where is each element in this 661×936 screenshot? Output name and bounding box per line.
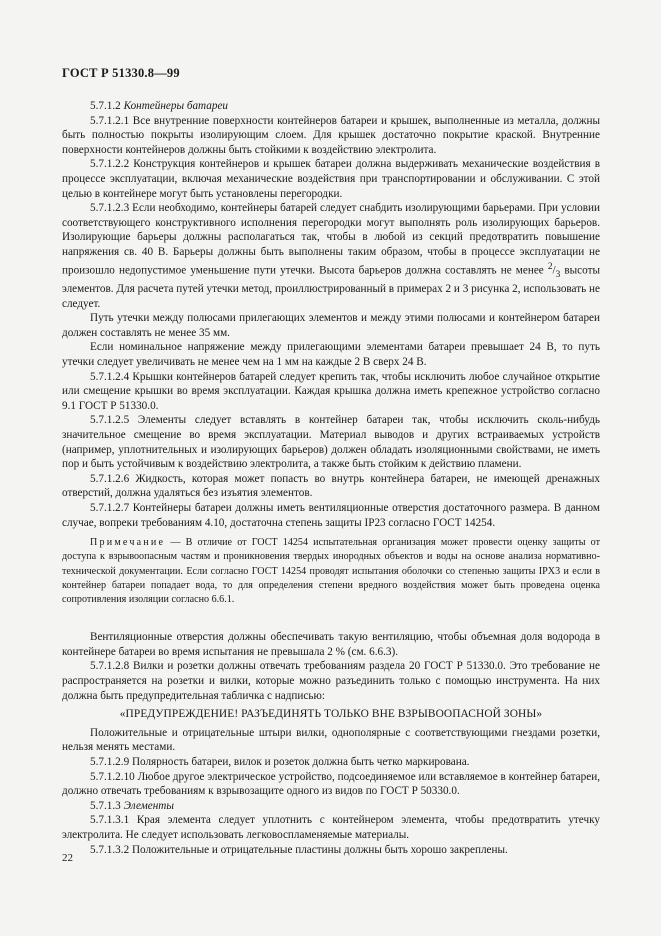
paragraph-pins: Положительные и отрицательные штыри вилки, однополярные с соответствующими гнездами розетки, нельзя менять местами. bbox=[62, 726, 600, 754]
fraction-numerator: 2 bbox=[547, 261, 553, 272]
paragraph-5-7-1-3-2: 5.7.1.3.2 Положительные и отрицательные пластины должны быть хорошо закреплены. bbox=[90, 843, 508, 856]
paragraph-5-7-1-2-4: 5.7.1.2.4 Крышки контейнеров батарей следует крепить так, чтобы исключить любое случайное открытие или смещение крышки во время эксплуатации. Каждая крышка должна иметь крепежное устройство согласно 9.1 ГОСТ Р 51330.0. bbox=[62, 370, 600, 412]
page-number: 22 bbox=[62, 852, 73, 864]
note bbox=[62, 536, 600, 607]
paragraph-ventilation: Вентиляционные отверстия должны обеспечивать такую вентиляцию, чтобы объемная доля водорода в контейнере батареи во время испытания не превышала 2 % (см. 6.6.3). bbox=[62, 631, 600, 658]
paragraph-5-7-1-2-2: 5.7.1.2.2 Конструкция контейнеров и крышек батареи должна выдерживать механические воздействия в процессе эксплуатации, включая механические воздействия при транспортировании и обслуживании. С этой целью в контейнере могут быть установлены перегородки. bbox=[62, 158, 600, 200]
section-number: 5.7.1.3 bbox=[90, 799, 121, 812]
paragraph-5-7-1-2-7: 5.7.1.2.7 Контейнеры батареи должны иметь вентиляционные отверстия достаточного размера. В данном случае, вопреки требованиям 4.10, достаточна степень защиты IP23 согласно ГОСТ 14254. bbox=[62, 502, 600, 529]
paragraph-voltage: Если номинальное напряжение между прилегающими элементами батареи превышает 24 В, то путь утечки следует увеличивать не менее чем на 1 мм на каждые 2 В сверх 24 В. bbox=[62, 341, 600, 369]
warning-text: «ПРЕДУПРЕЖДЕНИЕ! РАЗЪЕДИНЯТЬ ТОЛЬКО ВНЕ ВЗРЫВООПАСНОЙ ЗОНЫ» bbox=[119, 708, 543, 721]
section-heading-5-7-1-3 bbox=[62, 799, 600, 814]
section-title: Элементы bbox=[123, 799, 174, 812]
fraction-denominator: 3 bbox=[555, 269, 561, 280]
paragraph-5-7-1-2-9: 5.7.1.2.9 Полярность батареи, вилок и розеток должна быть четко маркирована. bbox=[90, 755, 470, 768]
paragraph-path: Путь утечки между полюсами прилегающих элементов и между этими полюсами и контейнером батареи должен составлять не менее 35 мм. bbox=[62, 312, 600, 339]
paragraph-5-7-1-2-8: 5.7.1.2.8 Вилки и розетки должны отвечать требованиям раздела 20 ГОСТ Р 51330.0. Это требование не распространяется на розетки и вилки, которые можно разъединить только с помощью инструмента. На них должна быть предупредительная табличка с надписью: bbox=[62, 660, 600, 702]
paragraph-5-7-1-2-1: 5.7.1.2.1 Все внутренние поверхности контейнеров батареи и крышек, выполненные из металла, должны быть полностью покрыты изолирующим слоем. Для крышек достаточно покрытие краской. Внутренние поверхности контейнеров должны быть стойкими к воздействию электролита. bbox=[62, 114, 600, 156]
paragraph-5-7-1-2-10: 5.7.1.2.10 Любое другое электрическое устройство, подсоединяемое или вставляемое в контейнер батареи, должно отвечать требованиям к взрывозащите одного из видов по ГОСТ Р 50330.0. bbox=[62, 770, 600, 798]
section-title: Контейнеры батареи bbox=[123, 100, 229, 112]
document-body bbox=[62, 99, 600, 857]
section-number: 5.7.1.2 bbox=[90, 100, 121, 112]
paragraph-5-7-1-2-3: 5.7.1.2.3 Если необходимо, контейнеры батарей следует снабдить изолирующими барьерами. При условии соответствующего конструктивного исполнения перегородки могут выполнять роль изолирующих барьеров. Изолирующие барьеры должны располагаться так, чтобы в любой из секций предотвратить повышение напряжения св. 40 В. Барьеры должны быть выполнены таким образом, чтобы в процессе эксплуатации не произошло недопустимое уменьшение пути утечки. Высота барьеров должна составлять не менее $^2/_3$ высоты элементов. Для расчета путей утечки метод, проиллюстрированный в примерах 2 и 3 рисунка 2, использовать не следует. bbox=[62, 202, 600, 310]
paragraph-part: 5.7.1.2.3 Если необходимо, контейнеры батарей следует снабдить изолирующими барьерами. При условии соответствующего конструктивного исполнения перегородки могут выполнять роль изолирующих барьеров. Изолирующие барьеры должны располагаться так, чтобы в любой из секций предотвратить повышение напряжения св. 40 В. Барьеры должны быть выполнены таким образом, чтобы в процессе эксплуатации не произошло недопустимое уменьшение пути утечки. Высота барьеров должна составлять не менее bbox=[62, 202, 600, 277]
document-header: ГОСТ Р 51330.8—99 bbox=[62, 66, 180, 80]
paragraph-5-7-1-3-1: 5.7.1.3.1 Края элемента следует уплотнить с контейнером элемента, чтобы предотвратить утечку электролита. Не следует использовать легковоспламеняемые материалы. bbox=[62, 814, 600, 841]
paragraph-5-7-1-2-6: 5.7.1.2.6 Жидкость, которая может попасть во внутрь контейнера батареи, не имеющей дренажных отверстий, должна удаляться без изъятия элементов. bbox=[62, 472, 600, 500]
note-label: Примечание bbox=[90, 537, 166, 549]
paragraph-5-7-1-2-5: 5.7.1.2.5 Элементы следует вставлять в контейнер батареи так, чтобы исключить сколь-нибудь значительное смещение во время эксплуатации. Материал выводов и других встраиваемых устройств (например, уплотнительных и изолирующих барьеров) должен обладать изоляционными свойствами, не иметь пор и быть устойчивым к воздействию электролита, а также быть стойким к действию пламени. bbox=[62, 414, 600, 471]
paragraph-part: высоты элементов. Для расчета путей утечки метод, проиллюстрированный в примерах 2 и 3 рисунка 2, использовать не следует. bbox=[62, 264, 600, 310]
section-heading-5-7-1-2 bbox=[62, 99, 600, 114]
note-text: — В отличие от ГОСТ 14254 испытательная организация может провести оценку защиты от доступа к взрывоопасным частям и проникновения твердых инородных объектов и воды на основе анализа нормативно-технической документации. Если согласно ГОСТ 14254 проводят испытания оболочки со степенью защиты IPX3 и если в контейнер батареи попадает вода, то для определения степени вредного воздействия может быть проведена оценка сопротивления изоляции согласно 6.6.1. bbox=[62, 537, 600, 605]
